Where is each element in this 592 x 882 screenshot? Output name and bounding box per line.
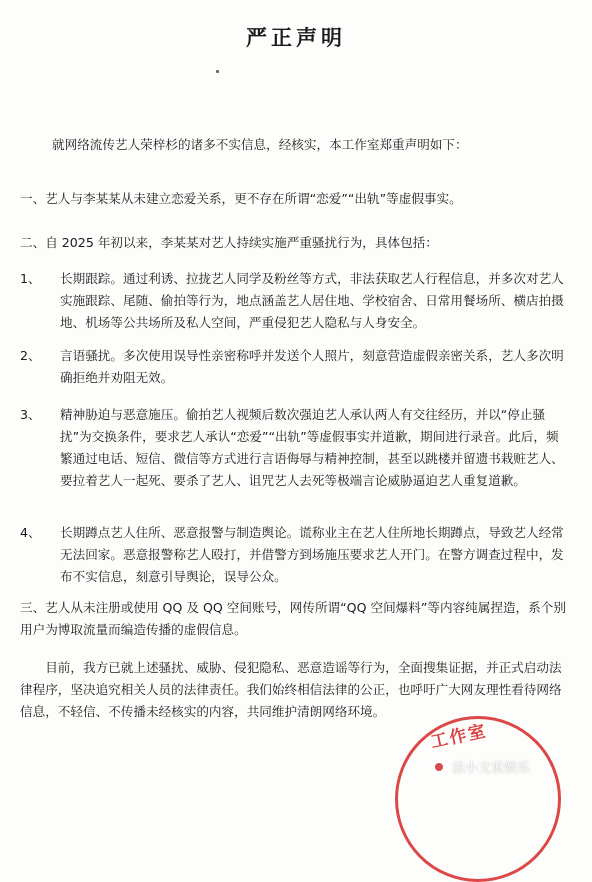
item-2-text: 言语骚扰。多次使用误导性亲密称呼并发送个人照片，刻意营造虚假亲密关系，艺人多次明确拒绝并劝阻无效。	[60, 348, 564, 385]
intro-paragraph: 就网络流传艺人荣梓杉的诸多不实信息，经核实，本工作室郑重声明如下：	[52, 137, 468, 152]
item-3-text: 精神胁迫与恶意施压。偷拍艺人视频后数次强迫艺人承认两人有交往经历，并以“停止骚扰”为交换条件，要求艺人承认“恋爱”“出轨”等虚假事实并道歉，期间进行录音。此后，频繁通过电话、短信、微信等方式进行言语侮辱与精神控制，甚至以跳楼并留遗书栽赃艺人、要拉着艺人一起死、要杀了艺人、诅咒艺人去死等极端言论威胁逼迫艺人重复道歉。	[60, 407, 564, 488]
closing-paragraph: 目前，我方已就上述骚扰、威胁、侵犯隐私、恶意造谣等行为，全面搜集证据，并正式启动法律程序，坚决追究相关人员的法律责任。我们始终相信法律的公正，也呼吁广大网友理性看待网络信息，不轻信、不传播未经核实的内容，共同维护清朗网络环境。	[20, 660, 562, 719]
scan-dot	[216, 70, 219, 73]
item-2-number: 2、	[20, 348, 41, 363]
watermark-text: 法小文说娱乐	[452, 761, 531, 776]
item-1-number: 1、	[20, 271, 41, 286]
weibo-logo-icon	[430, 758, 448, 776]
item-4-text: 长期蹲点艺人住所、恶意报警与制造舆论。谎称业主在艺人住所地长期蹲点，导致艺人经常无法回家。恶意报警称艺人殴打，并借警方到场施压要求艺人开门。在警方调查过程中，发布不实信息，刻意引导舆论，误导公众。	[60, 525, 564, 584]
statement-title: 严正声明	[246, 25, 346, 50]
section-three: 三、艺人从未注册或使用 QQ 及 QQ 空间账号，网传所谓“QQ 空间爆料”等内容纯属捏造，系个别用户为博取流量而编造传播的虚假信息。	[20, 600, 566, 637]
section-two: 二、自 2025 年初以来，李某某对艺人持续实施严重骚扰行为，具体包括：	[20, 235, 438, 250]
item-1-text: 长期跟踪。通过利诱、拉拢艺人同学及粉丝等方式，非法获取艺人行程信息，并多次对艺人实施跟踪、尾随、偷拍等行为，地点涵盖艺人居住地、学校宿舍、日常用餐场所、横店拍摄地、机场等公共场所及私人空间，严重侵犯艺人隐私与人身安全。	[60, 271, 564, 330]
watermark	[430, 757, 530, 776]
seal-text: 工作室	[429, 721, 489, 753]
item-4-number: 4、	[20, 525, 41, 540]
section-one: 一、艺人与李某某从未建立恋爱关系，更不存在所谓“恋爱”“出轨”等虚假事实。	[20, 191, 462, 206]
item-3-number: 3、	[20, 407, 41, 422]
